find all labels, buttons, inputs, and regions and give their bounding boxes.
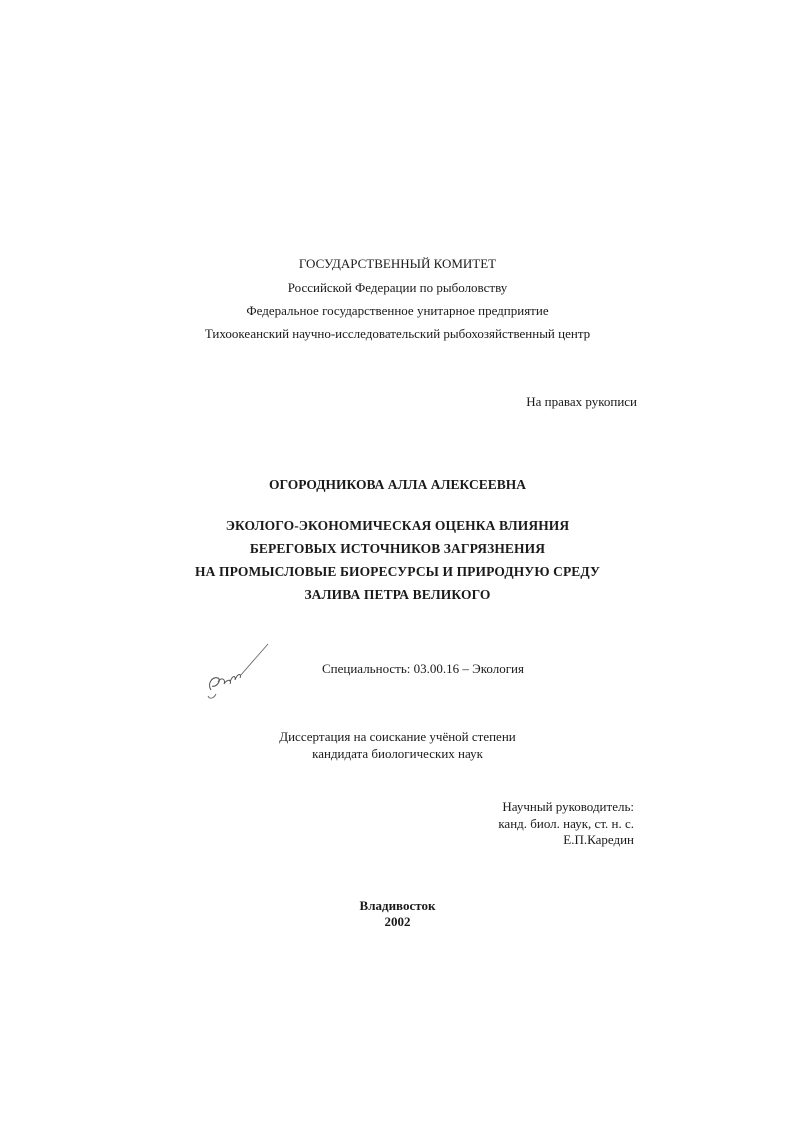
title-line-3: НА ПРОМЫСЛОВЫЕ БИОРЕСУРСЫ И ПРИРОДНУЮ СРЕДУ <box>195 564 600 579</box>
degree-line-1: Диссертация на соискание учёной степени <box>279 729 516 744</box>
supervisor-name: Е.П.Каредин <box>563 832 634 847</box>
supervisor-block <box>498 799 634 849</box>
degree-line-2: кандидата биологических наук <box>312 746 483 761</box>
handwritten-signature-icon <box>202 638 272 702</box>
org-line-center: Тихоокеанский научно-исследовательский рыбохозяйственный центр <box>204 326 591 341</box>
title-line-4: ЗАЛИВА ПЕТРА ВЕЛИКОГО <box>304 587 491 602</box>
manuscript-note: На правах рукописи <box>526 394 637 409</box>
author-name: ОГОРОДНИКОВА АЛЛА АЛЕКСЕЕВНА <box>268 477 527 492</box>
supervisor-degree: канд. биол. наук, ст. н. с. <box>498 815 634 831</box>
org-line-federation: Российской Федерации по рыболовству <box>287 280 508 295</box>
title-line-2: БЕРЕГОВЫХ ИСТОЧНИКОВ ЗАГРЯЗНЕНИЯ <box>249 541 546 556</box>
org-line-enterprise: Федеральное государственное унитарное предприятие <box>246 303 549 318</box>
city: Владивосток <box>359 898 436 913</box>
year: 2002 <box>384 914 411 929</box>
title-line-1: ЭКОЛОГО-ЭКОНОМИЧЕСКАЯ ОЦЕНКА ВЛИЯНИЯ <box>225 518 570 533</box>
org-line-committee: ГОСУДАРСТВЕННЫЙ КОМИТЕТ <box>298 256 497 271</box>
supervisor-label: Научный руководитель: <box>502 799 634 814</box>
specialty: Специальность: 03.00.16 – Экология <box>322 661 524 676</box>
